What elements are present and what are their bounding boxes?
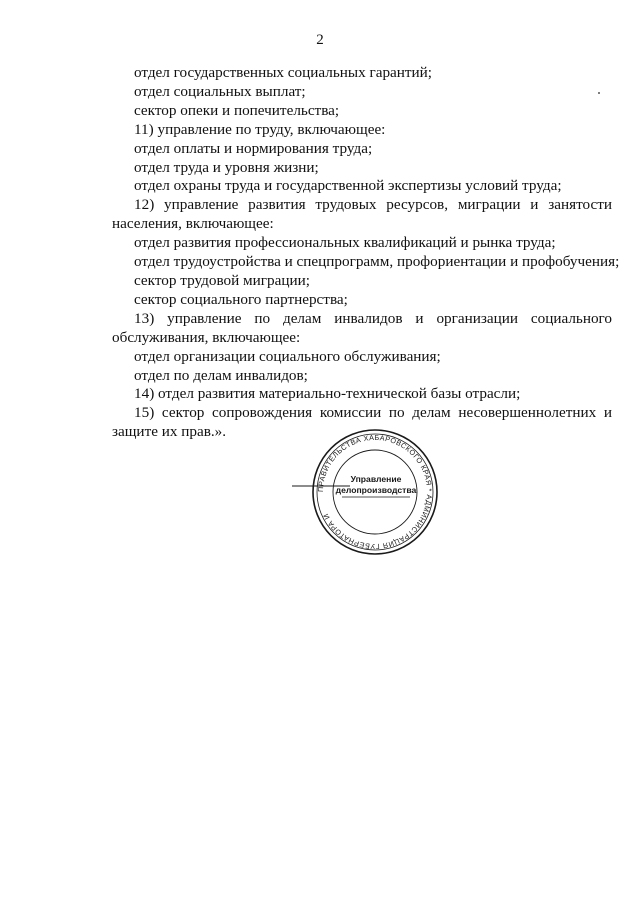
list-item: 14) отдел развития материально-технической базы отрасли; [134, 385, 521, 403]
list-item: отдел государственных социальных гарантий; [134, 64, 433, 81]
list-item: отдел организации социального обслуживания; [134, 347, 441, 365]
stamp-center-line-2: делопроизводства [335, 485, 417, 495]
list-item: отдел охраны труда и государственной экспертизы условий труда; [134, 177, 562, 195]
office-stamp [290, 420, 450, 560]
document-body [112, 64, 620, 442]
list-item: 12) управление развития трудовых ресурсов, миграции и занятости населения, включающее: [112, 196, 612, 233]
list-item: 11) управление по труду, включающее: [134, 120, 386, 138]
stamp-ring-text: ПРАВИТЕЛЬСТВА ХАБАРОВСКОГО КРАЯ * АДМИНИСТРАЦИЯ ГУБЕРНАТОРА И [315, 432, 435, 552]
page-number: 2 [316, 32, 324, 48]
list-item: отдел труда и уровня жизни; [134, 158, 319, 176]
list-item: отдел развития профессиональных квалификаций и рынка труда; [134, 234, 556, 252]
list-item: сектор опеки и попечительства; [134, 101, 340, 119]
stamp-center-line-1: Управление [350, 474, 402, 484]
list-item: сектор социального партнерства; [134, 290, 348, 308]
list-item: 13) управление по делам инвалидов и организации социального обслуживания, включающее: [112, 309, 612, 346]
list-item: отдел по делам инвалидов; [134, 366, 308, 384]
list-item: отдел трудоустройства и спецпрограмм, профориентации и профобучения; [134, 253, 620, 271]
list-item: сектор трудовой миграции; [134, 271, 310, 289]
list-item: 15) сектор сопровождения комиссии по делам несовершеннолетних и защите их прав.». [112, 404, 612, 441]
list-item: отдел оплаты и нормирования труда; [134, 139, 373, 157]
list-item: отдел социальных выплат; [134, 82, 306, 100]
